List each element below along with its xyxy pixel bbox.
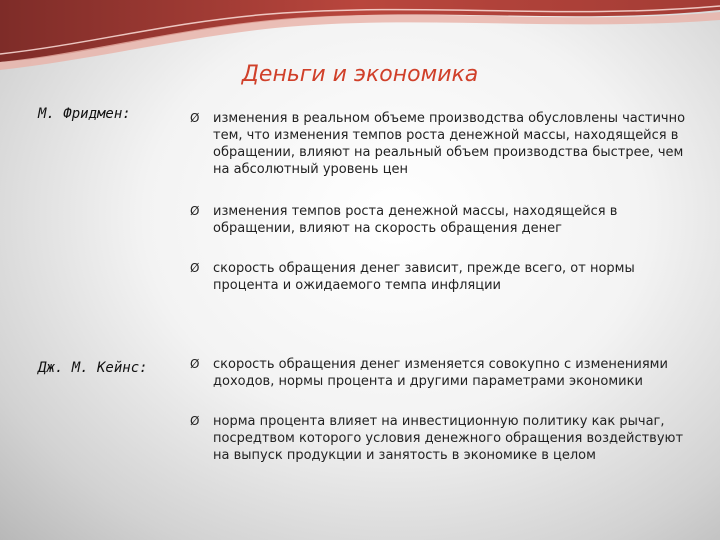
arrow-bullet-icon: Ø <box>190 414 200 428</box>
bullet-text: изменения темпов роста денежной массы, находящейся в обращении, влияют на скорость обращения денег <box>213 204 618 236</box>
speaker-label-keynes: Дж. М. Кейнс: <box>38 360 148 376</box>
arrow-bullet-icon: Ø <box>190 357 200 371</box>
list-item <box>190 356 690 390</box>
slide-title: Деньги и экономика <box>241 62 479 87</box>
arrow-bullet-icon: Ø <box>190 111 200 125</box>
list-item <box>190 260 690 294</box>
list-item <box>190 203 690 237</box>
bullet-text: изменения в реальном объеме производства обусловлены частично тем, что изменения темпов роста денежной массы, находящейся в обращении, влияют на реальный объем производства быстрее, чем на абсолютный уровень цен <box>213 111 686 177</box>
bullet-text: скорость обращения денег зависит, прежде всего, от нормы процента и ожидаемого темпа инфляции <box>213 261 635 293</box>
arrow-bullet-icon: Ø <box>190 261 200 275</box>
speaker-label-friedman: М. Фридмен: <box>38 106 131 122</box>
bullet-text: скорость обращения денег изменяется совокупно с изменениями доходов, нормы процента и другими параметрами экономики <box>213 357 668 389</box>
list-item <box>190 110 690 178</box>
bullet-text: норма процента влияет на инвестиционную политику как рычаг, посредтвом которого условия денежного обращения воздействуют на выпуск продукции и занятость в экономике в целом <box>213 414 684 463</box>
arrow-bullet-icon: Ø <box>190 204 200 218</box>
decorative-header-swoosh <box>0 0 720 70</box>
list-item <box>190 413 690 464</box>
